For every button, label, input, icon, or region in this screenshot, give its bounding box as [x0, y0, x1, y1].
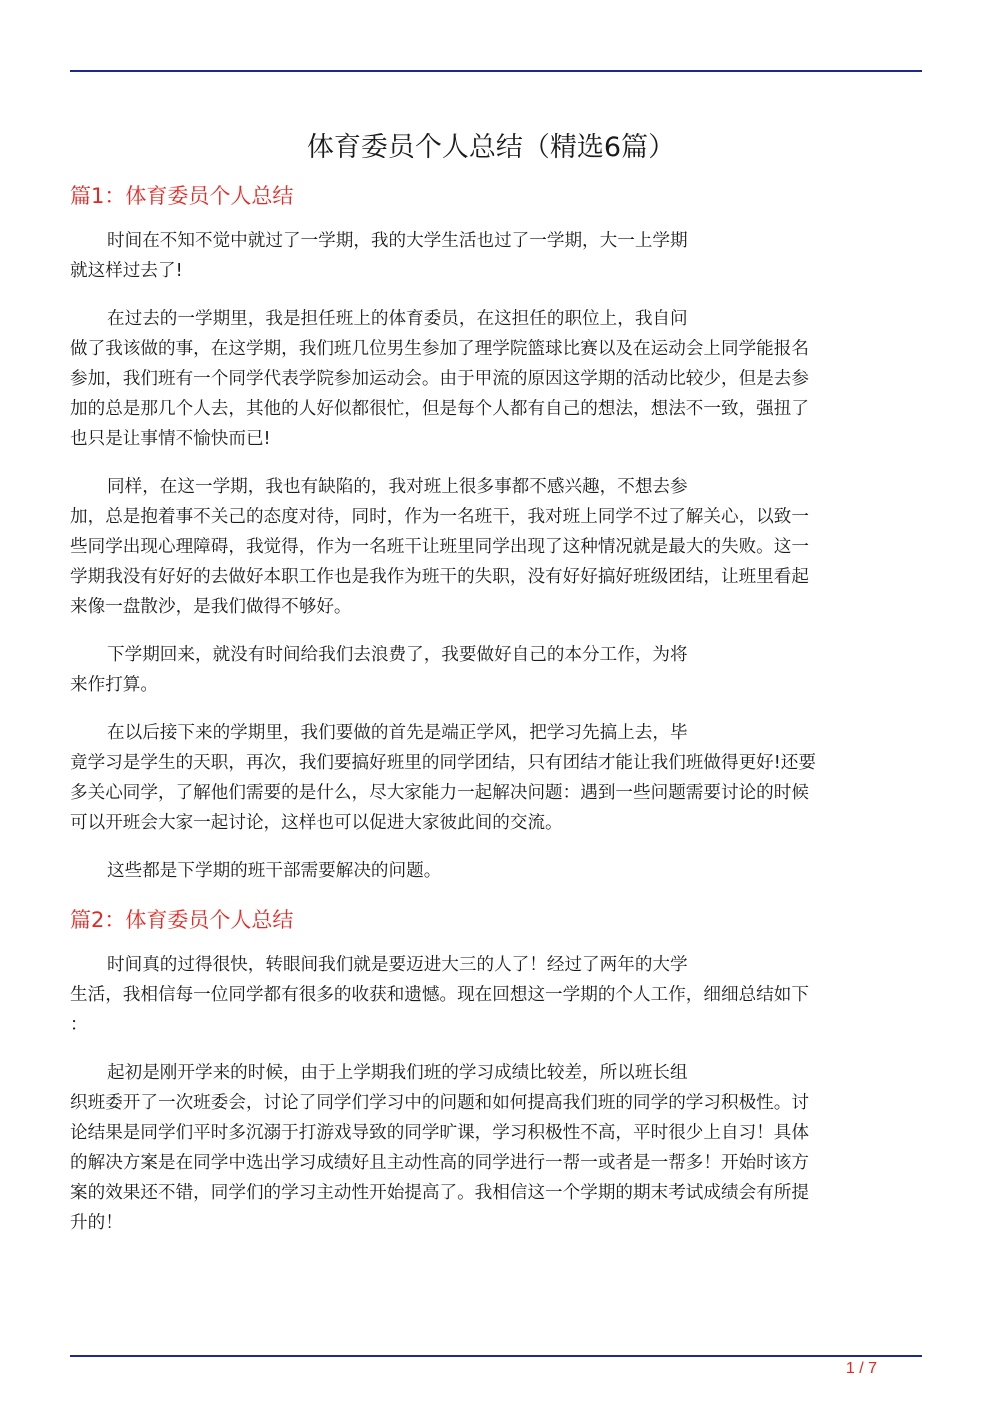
paragraph-line: 参加，我们班有一个同学代表学院参加运动会。由于甲流的原因这学期的活动比较少，但是去参 — [70, 369, 809, 389]
paragraph-line: 学期我没有好好的去做好本职工作也是我作为班干的失职，没有好好搞好班级团结，让班里看起 — [70, 567, 809, 587]
paragraph-line: 下学期回来，就没有时间给我们去浪费了，我要做好自己的本分工作，为将 — [107, 645, 688, 665]
section-heading: 篇2：体育委员个人总结 — [70, 908, 294, 932]
paragraph-line: 来作打算。 — [70, 675, 158, 695]
document-body — [70, 128, 912, 1256]
paragraph-line: 些同学出现心理障碍，我觉得，作为一名班干让班里同学出现了这种情况就是最大的失败。这一 — [70, 537, 809, 557]
paragraph-line: 织班委开了一次班委会，讨论了同学们学习中的问题和如何提高我们班的同学的学习积极性。讨 — [70, 1093, 809, 1113]
paragraph-line: 可以开班会大家一起讨论，这样也可以促进大家彼此间的交流。 — [70, 813, 563, 833]
paragraph-line: ： — [70, 1015, 88, 1035]
paragraph — [70, 1058, 912, 1238]
paragraph — [70, 856, 912, 886]
header-rule — [70, 70, 922, 72]
paragraph-line: 的解决方案是在同学中选出学习成绩好且主动性高的同学进行一帮一或者是一帮多！开始时该方 — [70, 1153, 809, 1173]
section-heading: 篇1：体育委员个人总结 — [70, 184, 294, 208]
paragraph — [70, 304, 912, 454]
paragraph-line: 在过去的一学期里，我是担任班上的体育委员，在这担任的职位上，我自问 — [107, 309, 688, 329]
paragraph-line: 生活，我相信每一位同学都有很多的收获和遗憾。现在回想这一学期的个人工作，细细总结如下 — [70, 985, 809, 1005]
paragraph-line: 多关心同学，了解他们需要的是什么，尽大家能力一起解决问题：遇到一些问题需要讨论的时候 — [70, 783, 809, 803]
paragraph-line: 案的效果还不错，同学们的学习主动性开始提高了。我相信这一个学期的期末考试成绩会有所提 — [70, 1183, 809, 1203]
paragraph-line: 就这样过去了! — [70, 261, 183, 281]
paragraph — [70, 640, 912, 700]
paragraph-line: 论结果是同学们平时多沉溺于打游戏导致的同学旷课，学习积极性不高，平时很少上自习！具体 — [70, 1123, 809, 1143]
paragraph-line: 同样，在这一学期，我也有缺陷的，我对班上很多事都不感兴趣，不想去参 — [107, 477, 688, 497]
document-title: 体育委员个人总结（精选6篇） — [306, 132, 676, 163]
paragraph — [70, 226, 912, 286]
paragraph-line: 做了我该做的事，在这学期，我们班几位男生参加了理学院篮球比赛以及在运动会上同学能报名 — [70, 339, 809, 359]
paragraph — [70, 472, 912, 622]
paragraph-line: 时间在不知不觉中就过了一学期，我的大学生活也过了一学期，大一上学期 — [107, 231, 688, 251]
paragraph-line: 这些都是下学期的班干部需要解决的问题。 — [107, 861, 442, 881]
paragraph-line: 起初是刚开学来的时候，由于上学期我们班的学习成绩比较差，所以班长组 — [107, 1063, 688, 1083]
paragraph — [70, 718, 912, 838]
paragraph-line: 也只是让事情不愉快而已! — [70, 429, 271, 449]
paragraph-line: 时间真的过得很快，转眼间我们就是要迈进大三的人了！经过了两年的大学 — [107, 955, 688, 975]
paragraph-line: 加，总是抱着事不关己的态度对待，同时，作为一名班干，我对班上同学不过了解关心，以致一 — [70, 507, 809, 527]
paragraph — [70, 950, 912, 1040]
paragraph-line: 来像一盘散沙，是我们做得不够好。 — [70, 597, 352, 617]
paragraph-line: 竟学习是学生的天职，再次，我们要搞好班里的同学团结，只有团结才能让我们班做得更好!还要 — [70, 753, 816, 773]
page-number: 1 / 7 — [845, 1360, 877, 1377]
paragraph-line: 加的总是那几个人去，其他的人好似都很忙，但是每个人都有自己的想法，想法不一致，强扭了 — [70, 399, 809, 419]
paragraph-line: 升的！ — [70, 1213, 123, 1233]
sections-container — [70, 180, 912, 1238]
footer-rule — [70, 1355, 922, 1357]
paragraph-line: 在以后接下来的学期里，我们要做的首先是端正学风，把学习先搞上去，毕 — [107, 723, 688, 743]
